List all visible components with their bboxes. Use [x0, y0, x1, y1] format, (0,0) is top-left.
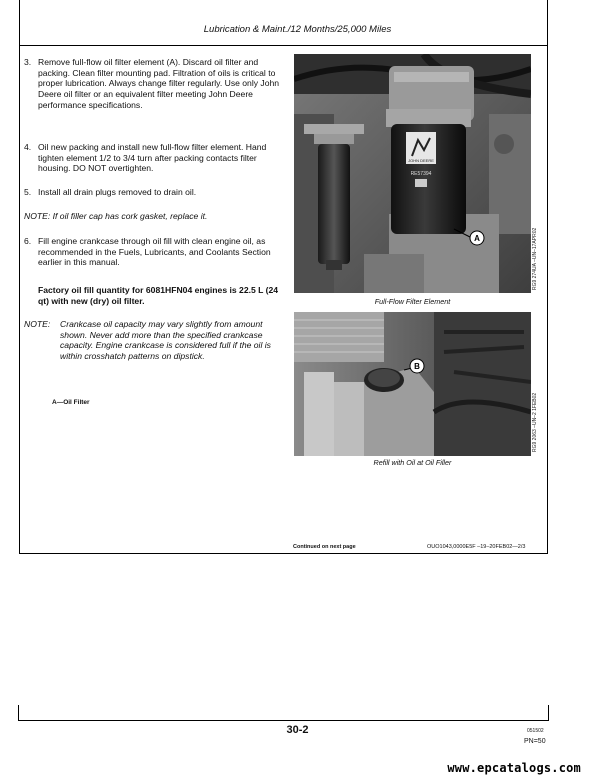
- step-number: 3.: [24, 57, 32, 67]
- figure-legend: A—Oil Filter: [52, 399, 90, 406]
- step-text: Oil new packing and install new full-flow filter element. Hand tighten element 1/2 to 3/4 turn after packing contacts filter housing. DO NOT overtighten.: [38, 142, 267, 174]
- note-crankcase-capacity: [24, 319, 290, 362]
- step-text: Install all drain plugs removed to drain oil.: [38, 187, 197, 197]
- step-text: Remove full-flow oil filter element (A). Discard oil filter and packing. Clean filter mounting pad. Filtration of oils is critical to proper lubrication. Always change filter regularly. Use only John Deere oil filter or an equivalent filter meeting John Deere performance specifications.: [38, 57, 280, 110]
- step-text: Fill engine crankcase through oil fill with clean engine oil, as recommended in the Fuels, Lubricants, and Coolants Section earlier in this manual.: [38, 236, 271, 268]
- filter-brand: JOHN DEERE: [408, 158, 434, 163]
- step-6: [24, 236, 290, 268]
- oil-fill-quantity: Factory oil fill quantity for 6081HFN04 engines is 22.5 L (24 qt) with new (dry) oil filter.: [38, 285, 279, 306]
- step-3: [24, 57, 290, 111]
- callout-b: B: [414, 362, 420, 371]
- step-number: 5.: [24, 187, 32, 197]
- figure-caption: Full-Flow Filter Element: [374, 297, 451, 306]
- step-number: 4.: [24, 142, 32, 152]
- callout-a: A: [474, 234, 480, 243]
- watermark-link[interactable]: www.epcatalogs.com: [447, 761, 581, 775]
- figure-code: RG9 274UA –UN–17APR02: [532, 227, 538, 290]
- document-code: OUO1043,0000E5F –19–20FEB02—2/3: [427, 544, 526, 550]
- note-text: Crankcase oil capacity may vary slightly from amount shown. Never add more than the specified crankcase capacity. Engine crankcase is considered full if the oil is within crosshatch patterns on dipstick.: [60, 319, 271, 362]
- date-code: 051502: [527, 728, 544, 734]
- filter-part-number: RE57394: [410, 171, 432, 177]
- pn-code: PN=50: [524, 738, 546, 745]
- step-number: 6.: [24, 236, 32, 246]
- footer-rule: [19, 720, 548, 721]
- photo-oil-filter: [294, 54, 531, 293]
- note-cork-gasket: NOTE: If oil filler cap has cork gasket, replace it.: [24, 211, 208, 221]
- step-4: [24, 142, 290, 174]
- photo-oil-filler: [294, 312, 531, 456]
- page-header-title: Lubrication & Maint./12 Months/25,000 Miles: [203, 24, 392, 35]
- figure-caption: Refill with Oil at Oil Filler: [373, 458, 452, 467]
- header-frame: [19, 0, 548, 46]
- note-label: NOTE:: [24, 319, 51, 329]
- continued-note: Continued on next page: [293, 544, 356, 550]
- page-number: 30-2: [286, 724, 309, 736]
- figure-code: RG9 2063 –UN–2 1FEB02: [532, 392, 538, 452]
- step-5: [24, 187, 290, 198]
